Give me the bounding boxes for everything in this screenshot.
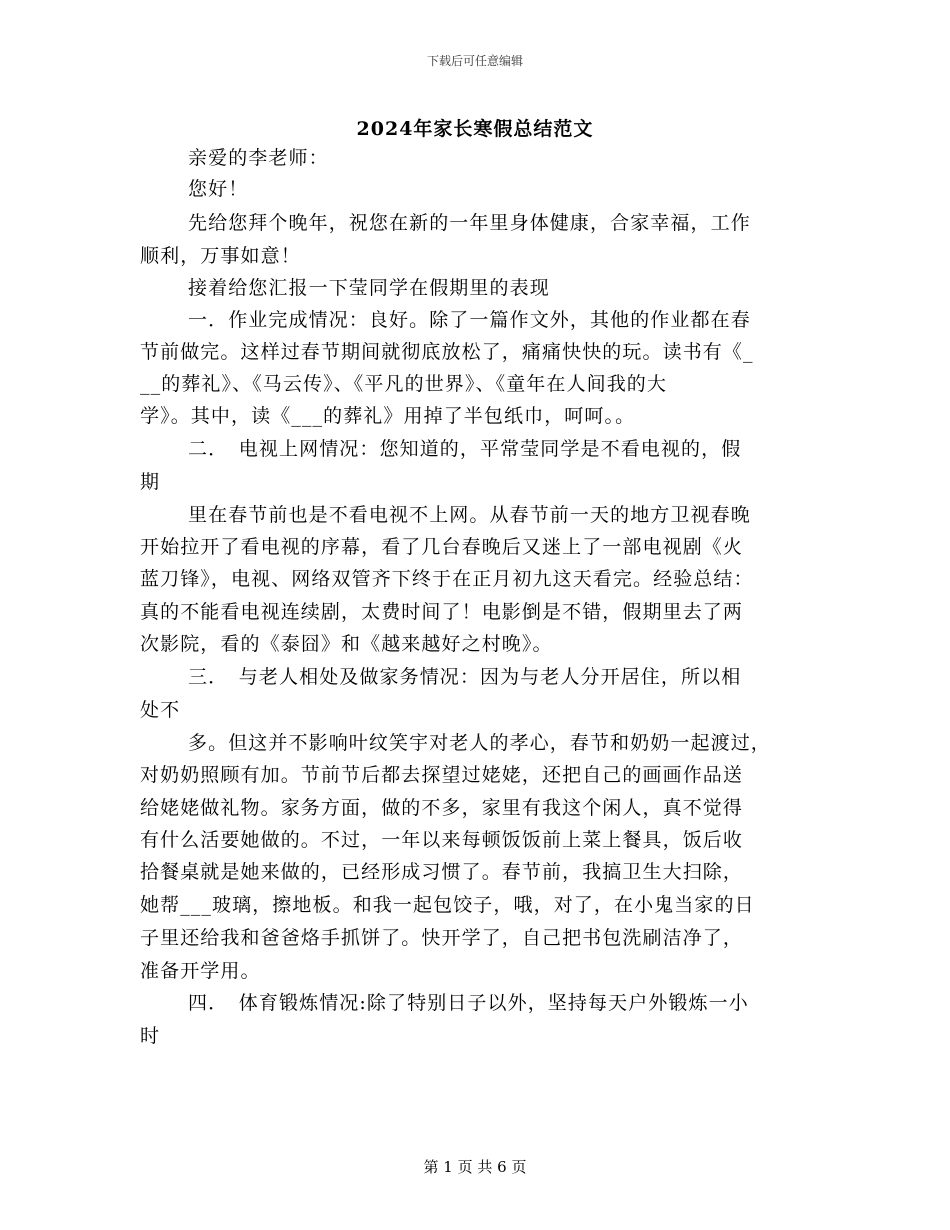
body-line: 您好！ <box>188 178 249 200</box>
body-line: 她帮___玻璃，擦地板。和我一起包饺子，哦，对了，在小鬼当家的日 <box>140 894 755 916</box>
document-title: 2024年家长寒假总结范文 <box>356 118 594 140</box>
body-line: 期 <box>140 471 161 493</box>
body-line: 学》。其中，读《___的葬礼》用掉了半包纸巾，呵呵。。 <box>140 405 636 427</box>
page-number: 第 1 页 共 6 页 <box>423 1158 527 1176</box>
body-line: 节前做完。这样过春节期间就彻底放松了，痛痛快快的玩。读书有《_ <box>140 341 754 363</box>
body-line: 时 <box>140 1025 161 1047</box>
body-line: 真的不能看电视连续剧，太费时间了！电影倒是不错，假期里去了两 <box>140 601 744 623</box>
body-line: 三． 与老人相处及做家务情况：因为与老人分开居住，所以相 <box>188 666 742 688</box>
body-line: 次影院，看的《泰囧》和《越来越好之村晚》。 <box>140 633 553 655</box>
body-line: 开始拉开了看电视的序幕，看了几台春晚后又迷上了一部电视剧《火 <box>140 536 744 558</box>
body-line: 先给您拜个晚年，祝您在新的一年里身体健康，合家幸福，工作 <box>188 212 751 234</box>
body-line: 多。但这并不影响叶纹笑宇对老人的孝心，春节和奶奶一起渡过， <box>188 732 771 754</box>
body-line: 亲爱的李老师： <box>188 147 329 169</box>
body-line: 接着给您汇报一下莹同学在假期里的表现 <box>188 277 550 299</box>
body-line: 准备开学用。 <box>140 960 261 982</box>
body-line: 一．作业完成情况：良好。除了一篇作文外，其他的作业都在春 <box>188 309 751 331</box>
body-line: 拾餐桌就是她来做的，已经形成习惯了。春节前，我搞卫生大扫除， <box>140 861 744 883</box>
body-line: __的葬礼》、《马云传》、《平凡的世界》、《童年在人间我的大 <box>140 373 668 395</box>
body-line: 子里还给我和爸爸烙手抓饼了。快开学了，自己把书包洗刷洁净了， <box>140 927 744 949</box>
body-line: 里在春节前也是不看电视不上网。从春节前一天的地方卫视春晚 <box>188 504 751 526</box>
body-line: 对奶奶照顾有加。节前节后都去探望过姥姥，还把自己的画画作品送 <box>140 764 744 786</box>
body-line: 四． 体育锻炼情况:除了特别日子以外，坚持每天户外锻炼一小 <box>188 992 749 1014</box>
body-line: 顺利，万事如意！ <box>140 245 301 267</box>
body-line: 二． 电视上网情况：您知道的，平常莹同学是不看电视的，假 <box>188 438 742 460</box>
body-line: 给姥姥做礼物。家务方面，做的不多，家里有我这个闲人，真不觉得 <box>140 797 744 819</box>
body-line: 蓝刀锋》，电视、网络双管齐下终于在正月初九这天看完。经验总结： <box>140 568 754 590</box>
body-line: 有什么活要她做的。不过，一年以来每顿饭饭前上菜上餐具，饭后收 <box>140 829 744 851</box>
page-header-note: 下载后可任意编辑 <box>426 54 523 68</box>
body-line: 处不 <box>140 699 181 721</box>
